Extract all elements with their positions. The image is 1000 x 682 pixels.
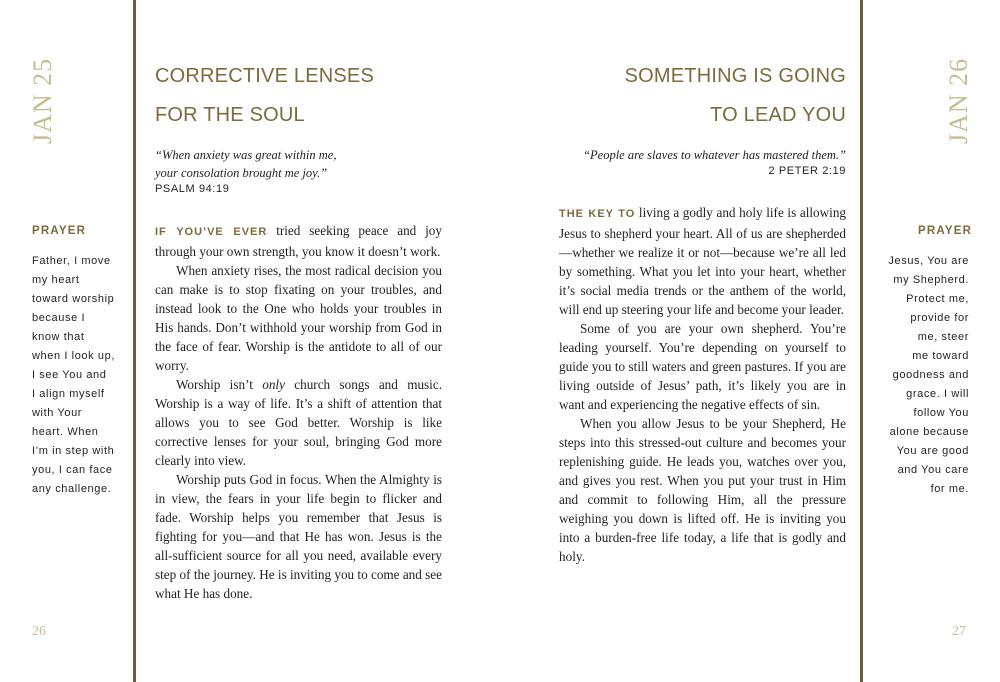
lead-in: THE KEY TO	[559, 208, 636, 220]
prayer-line: with Your	[32, 407, 83, 419]
right-vertical-rule	[860, 0, 863, 682]
body-paragraph: Worship puts God in focus. When the Almighty is in view, the fears in your life begin to flicker and fade. Worship helps you remember that Jesus is fighting for you—and that He has won. Jesus is the all-sufficient source for all you need, available every step of the journey. He is inviting you to come and see what He has done.	[155, 472, 443, 601]
body-paragraph	[559, 203, 846, 319]
prayer-line: grace. I will	[906, 388, 969, 400]
epigraph-quote	[155, 146, 445, 182]
prayer-line: when I look up,	[32, 350, 115, 362]
paragraph-text: church songs and music. Worship is a way of life. It’s a shift of attention that allows you to see God better. Worship is like corrective lenses for your soul, bringing God more clearly into view.	[155, 377, 442, 468]
prayer-text	[32, 252, 127, 499]
paragraph-text: tried seeking peace and joy through your own strength, you know it doesn’t work.	[155, 223, 442, 259]
prayer-line: goodness and	[892, 369, 969, 381]
prayer-line: I’m in step with	[32, 445, 115, 457]
paragraph-text: Worship isn’t	[176, 377, 263, 392]
prayer-line: my Shepherd.	[893, 274, 969, 286]
date-jan-26: JAN 26	[944, 57, 973, 144]
epigraph-line: “When anxiety was great within me,	[155, 148, 337, 162]
body-paragraph: When you allow Jesus to be your Shepherd, He steps into this stressed-out culture and becomes your replenishing guide. He leads you, watches over you, and gives you rest. When you put your trust in Him and commit to following Him, all the pressure weighing you down is lifted off. He is inviting you into a burden-free life today, a life that is godly and holy.	[559, 416, 846, 564]
page-title	[155, 57, 374, 135]
prayer-line: toward worship	[32, 293, 115, 305]
prayer-line: my heart	[32, 274, 80, 286]
page-title	[625, 57, 846, 135]
prayer-line: me toward	[912, 350, 969, 362]
prayer-line: follow You	[913, 407, 969, 419]
devotional-body	[155, 221, 442, 603]
title-line: TO LEAD YOU	[710, 104, 846, 126]
title-line: CORRECTIVE LENSES	[155, 65, 375, 87]
epigraph	[155, 146, 445, 195]
prayer-line: heart. When	[32, 426, 99, 438]
prayer-line: Protect me,	[906, 293, 969, 305]
prayer-line: and You care	[897, 464, 969, 476]
paragraph-text: living a godly and holy life is allowing Jesus to shepherd your heart. All of us are shepherded—whether we realize it or not—because we’re all led by something. What you let into your heart, whether it’s social media trends or the anthem of the world, will end up steering your life and become your leader.	[559, 205, 847, 317]
prayer-line: for me.	[930, 483, 969, 495]
page-number: 26	[32, 624, 46, 639]
prayer-line: because I	[32, 312, 86, 324]
prayer-line: alone because	[889, 426, 969, 438]
page-number: 27	[952, 624, 966, 639]
prayer-line: I align myself	[32, 388, 105, 400]
body-paragraph	[155, 375, 442, 470]
lead-in: IF YOU’VE EVER	[155, 226, 268, 238]
prayer-heading: PRAYER	[32, 225, 87, 237]
body-paragraph	[155, 221, 442, 261]
epigraph	[546, 146, 846, 177]
prayer-heading: PRAYER	[918, 225, 973, 237]
date-jan-25: JAN 25	[28, 57, 57, 144]
left-vertical-rule	[133, 0, 136, 682]
title-line: SOMETHING IS GOING	[624, 65, 846, 87]
body-paragraph: Some of you are your own shepherd. You’re leading yourself. You’re depending on yourself to guide you to still waters and green pastures. If you are living outside of Jesus’ path, it’s likely you are in want and experiencing the negative effects of sin.	[559, 321, 846, 412]
prayer-line: any challenge.	[32, 483, 112, 495]
prayer-line: me, steer	[917, 331, 969, 343]
emphasis: only	[262, 377, 285, 392]
body-paragraph: When anxiety rises, the most radical decision you can make is to stop fixating on your troubles, and instead look to the One who holds your troubles in His hands. Don’t withhold your worship from God in the face of fear. Worship is the antidote to all of our worry.	[155, 263, 442, 373]
prayer-line: Father, I move	[32, 255, 111, 267]
epigraph-line: your consolation brought me joy.”	[155, 166, 328, 180]
title-line: FOR THE SOUL	[155, 104, 305, 126]
epigraph-quote: “People are slaves to whatever has mastered them.”	[583, 148, 846, 162]
prayer-line: Jesus, You are	[888, 255, 969, 267]
prayer-line: know that	[32, 331, 85, 343]
prayer-text	[874, 252, 969, 499]
epigraph-reference: PSALM 94:19	[155, 183, 230, 195]
prayer-line: You are good	[896, 445, 969, 457]
prayer-line: provide for	[910, 312, 969, 324]
epigraph-reference: 2 PETER 2:19	[768, 165, 846, 177]
prayer-line: I see You and	[32, 369, 107, 381]
devotional-body	[559, 203, 846, 566]
prayer-line: you, I can face	[32, 464, 113, 476]
